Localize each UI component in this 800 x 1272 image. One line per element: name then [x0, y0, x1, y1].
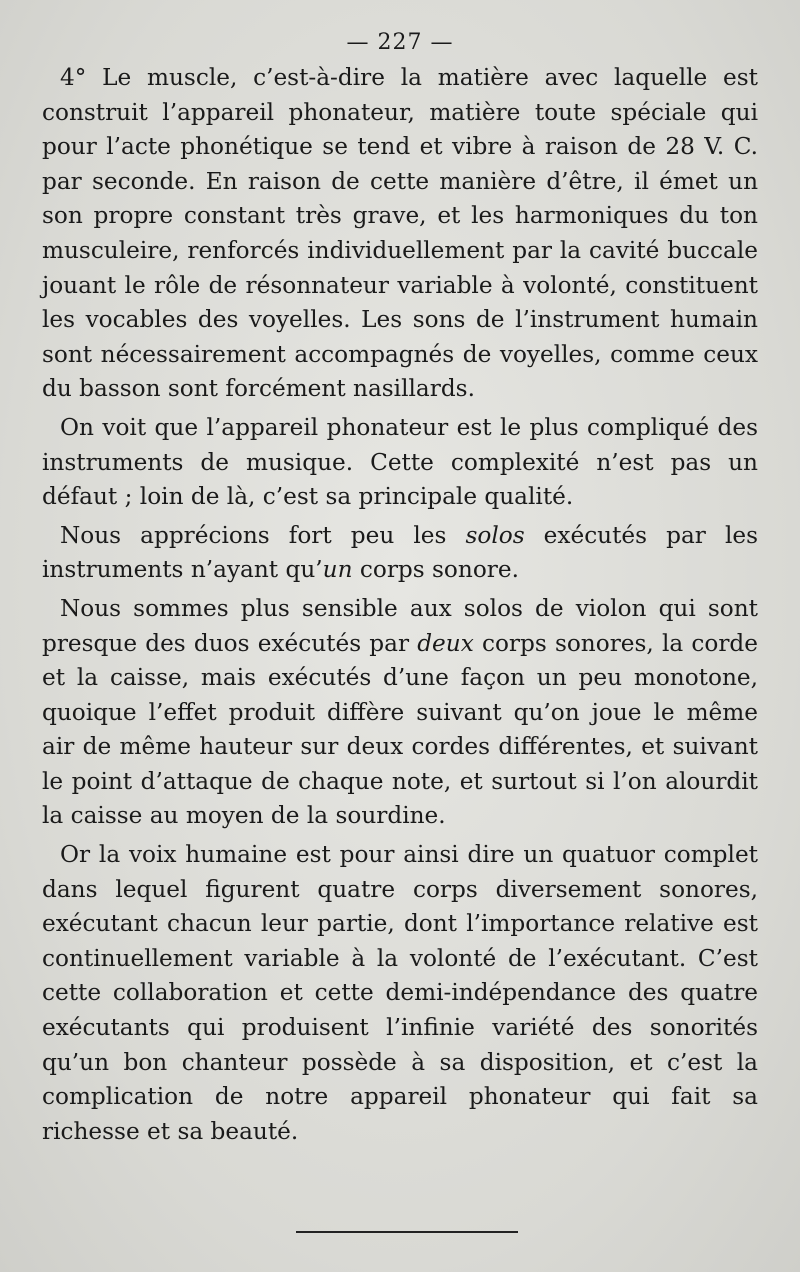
paragraph-complexity — [42, 411, 758, 515]
footnote-rule — [296, 1231, 518, 1233]
text-run: corps sonores, la corde et la caisse, mais exécutés d’une façon un peu monotone, quoique l’effet produit diffère suivant qu’on joue le même air de même hauteur sur deux cordes différentes, et suivant le point d’attaque de chaque note, et surtout si l’on alourdit la caisse au moyen de la sourdine. — [42, 629, 758, 830]
page-number: — 227 — — [346, 30, 454, 55]
text-run: Or la voix humaine est pour ainsi dire un quatuor complet dans lequel figurent quatre corps diversement sonores, exécutant chacun leur partie, dont l’importance relative est continuellement variable à la volonté de l’exécutant. C’est cette collaboration et cette demi-indépendance des quatre exécutants qui produisent l’infinie variété des sonorités qu’un bon chanteur possède à sa disposition, et c’est la complication de notre appareil phonateur qui fait sa richesse et sa beauté. — [42, 841, 758, 1145]
text-run: Nous sommes plus sensible aux solos de violon qui sont presque des duos exécutés par — [42, 594, 758, 657]
italic-text: solos — [465, 521, 525, 549]
paragraph-quartet — [42, 838, 758, 1149]
text-run: corps sonore. — [352, 556, 519, 584]
text-run: exécutés par les instruments n’ayant qu’ — [42, 521, 758, 584]
paragraph-muscle — [42, 61, 758, 407]
text-run: On voit que l’appareil phonateur est le plus compliqué des instruments de musique. Cette complexité n’est pas un défaut ; loin de là, c’est sa principale qualité. — [42, 413, 758, 511]
text-run: 4° Le muscle, c’est-à-dire la matière avec laquelle est construit l’appareil phonateur, matière toute spéciale qui pour l’acte phonétique se tend et vibre à raison de 28 V. C. par seconde. En raison de cette manière d’être, il émet un son propre constant très grave, et les harmoniques du ton musculeire, renforcés individuellement par la cavité buccale jouant le rôle de résonnateur variable à volonté, constituent les vocables des voyelles. Les sons de l’instrument humain sont nécessairement accompagnés de voyelles, comme ceux du basson sont forcément nasillards. — [42, 64, 758, 403]
text-run: Nous apprécions fort peu les — [60, 521, 466, 549]
italic-text: deux — [417, 629, 474, 657]
paragraph-violin — [42, 592, 758, 834]
italic-text: un — [322, 556, 353, 584]
body-text — [42, 61, 758, 1149]
paragraph-solos — [42, 519, 758, 588]
